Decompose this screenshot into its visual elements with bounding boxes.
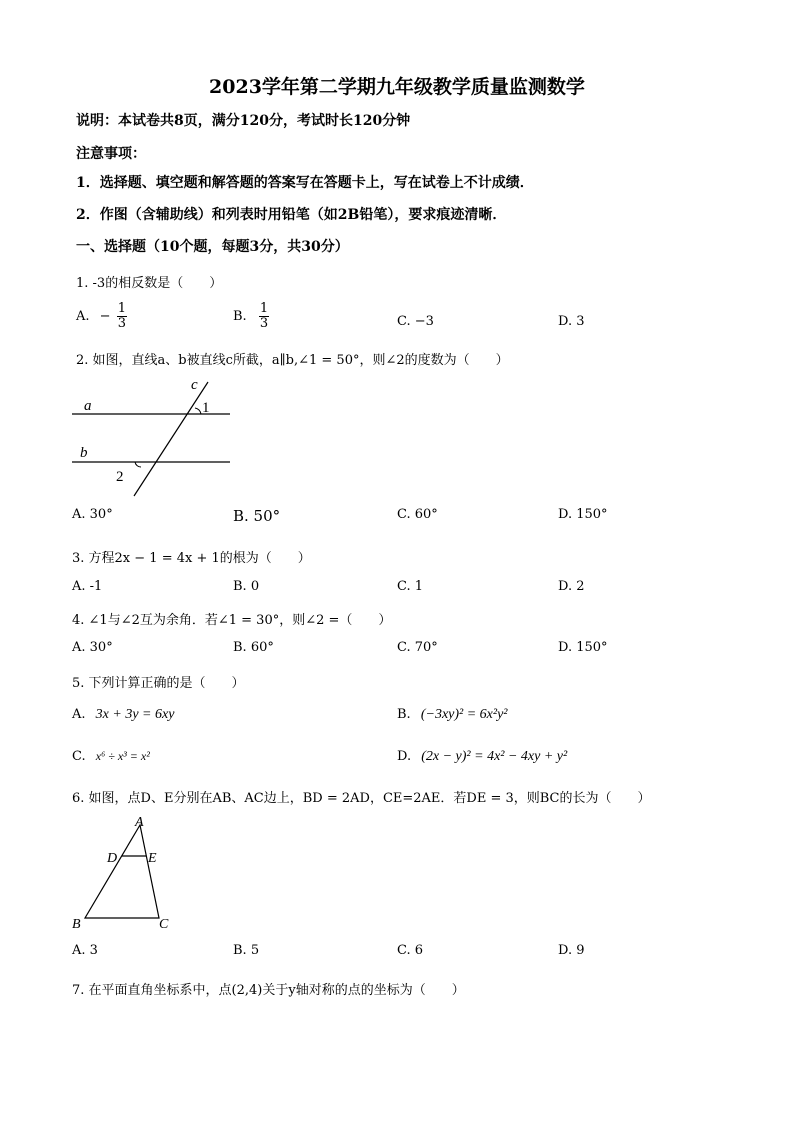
question-4-option-d: D. 150° [558,640,608,655]
question-6-option-b: B. 5 [233,943,260,958]
denominator: 3 [259,316,269,331]
triangle-abc [85,825,159,918]
page-title: 2023学年第二学期九年级教学质量监测数学 [209,76,585,98]
angle-1-arc [195,408,201,414]
question-2-stem: 2. 如图，直线a、b被直线c所截，a∥b,∠1 = 50°，则∠2的度数为（ ） [76,353,509,368]
question-3-stem: 3. 方程2x − 1 = 4x + 1的根为（ ） [72,551,311,566]
question-5-option-b [397,707,508,723]
denominator: 3 [117,316,126,331]
notes-heading: 注意事项： [76,146,146,162]
triangle-figure [66,810,186,935]
question-6-option-c: C. 6 [397,943,424,958]
question-1-option-c: C. −3 [397,314,434,329]
question-1-stem: 1. -3的相反数是（ ） [76,276,223,291]
option-expression: x⁶ ÷ x³ = x² [95,749,150,763]
label-a: a [84,398,92,414]
angle-2-arc [135,462,141,467]
question-2-option-a: A. 30° [72,507,113,522]
question-3-option-c: C. 1 [397,579,424,594]
option-label: A. [72,707,86,722]
note-2: 2．作图（含辅助线）和列表时用铅笔（如2B铅笔），要求痕迹清晰． [76,207,507,223]
label-angle-1: 1 [202,400,210,416]
minus-sign: − [99,309,111,324]
fraction [117,302,127,331]
question-4-option-b: B. 60° [233,640,274,655]
option-label: B. [397,707,411,722]
question-6-option-a: A. 3 [72,943,98,958]
label-point-e: E [148,851,157,866]
fraction [259,302,269,331]
question-1-option-a [76,302,129,331]
numerator: 1 [259,301,269,316]
question-5-stem: 5. 下列计算正确的是（ ） [72,676,245,691]
numerator: 1 [117,301,126,316]
option-expression: (2x − y)² = 4x² − 4xy + y² [421,749,568,764]
label-vertex-c: C [159,917,169,932]
question-2-option-c: C. 60° [397,507,438,522]
label-b: b [80,445,88,461]
option-label: A. [76,309,90,324]
option-expression: (−3xy)² = 6x²y² [420,707,508,722]
question-7-stem: 7. 在平面直角坐标系中，点(2,4)关于y轴对称的点的坐标为（ ） [72,983,465,998]
question-4-stem: 4. ∠1与∠2互为余角．若∠1 = 30°，则∠2 =（ ） [72,613,392,628]
question-3-option-b: B. 0 [233,579,260,594]
label-c: c [191,377,198,393]
option-label: D. [397,749,412,764]
exam-info: 说明：本试卷共8页，满分120分，考试时长120分钟 [76,113,411,129]
question-2-option-b: B. 50° [233,507,281,525]
label-vertex-a: A [135,815,144,830]
label-angle-2: 2 [116,469,124,485]
question-5-option-a [72,707,174,723]
question-5-option-d [397,749,567,765]
question-1-option-d: D. 3 [558,314,585,329]
label-point-d: D [107,851,118,866]
option-label: C. [72,749,86,764]
question-2-option-d: D. 150° [558,507,608,522]
label-vertex-b: B [72,917,81,932]
question-4-option-a: A. 30° [72,640,113,655]
question-3-option-a: A. -1 [72,579,103,594]
transversal-c [134,382,208,496]
note-1: 1．选择题、填空题和解答题的答案写在答题卡上，写在试卷上不计成绩． [76,175,534,191]
question-1-option-b [233,302,271,331]
question-3-option-d: D. 2 [558,579,585,594]
question-5-option-c [72,749,150,764]
parallel-lines-figure [60,372,250,502]
section-heading: 一、选择题（10个题，每题3分，共30分） [76,239,349,255]
option-label: B. [233,309,247,324]
question-4-option-c: C. 70° [397,640,438,655]
option-expression: 3x + 3y = 6xy [95,707,175,722]
question-6-option-d: D. 9 [558,943,585,958]
question-6-stem: 6. 如图，点D、E分别在AB、AC边上，BD = 2AD，CE=2AE．若DE = 3，则BC的长为（ ） [72,791,651,806]
